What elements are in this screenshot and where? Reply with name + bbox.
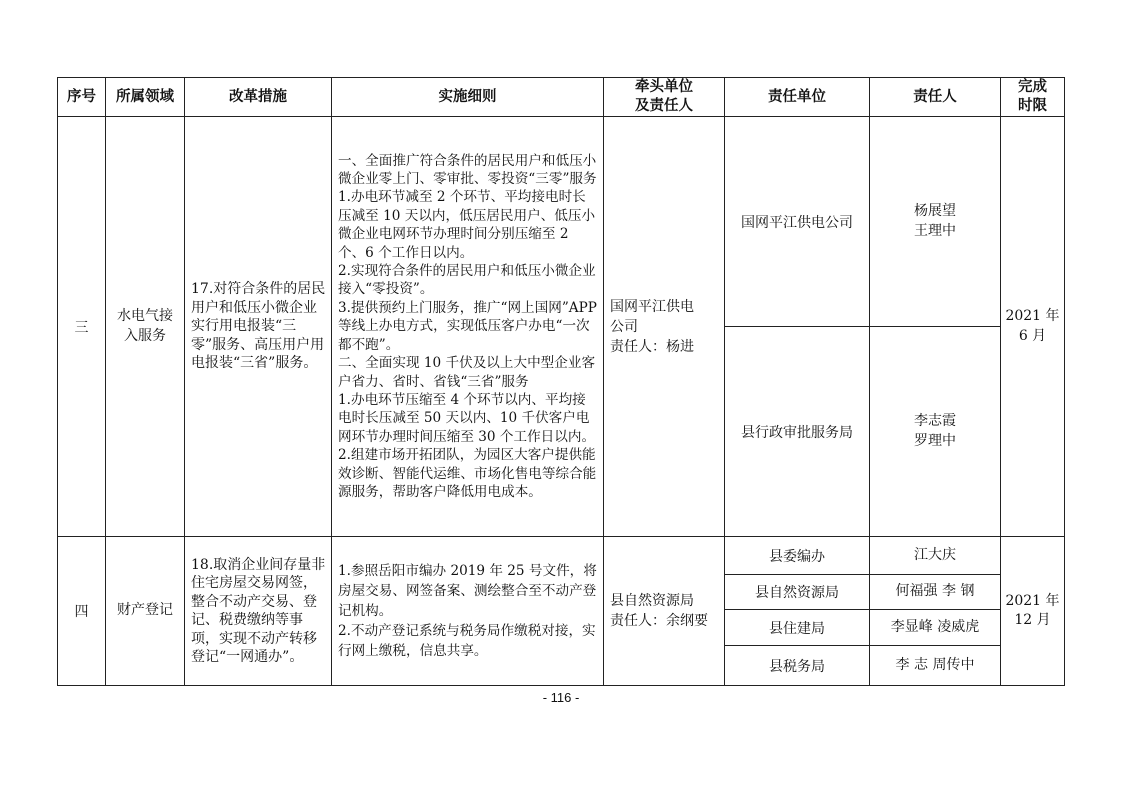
row-seq: 三 — [58, 117, 106, 537]
header-detail: 实施细则 — [332, 78, 604, 117]
row-lead: 国网平江供电 公司 责任人：杨进 — [604, 117, 725, 537]
table-row — [58, 117, 1065, 327]
row-unit: 县住建局 — [725, 610, 870, 646]
row-person: 李显峰 凌威虎 — [870, 610, 1001, 646]
table-row — [58, 537, 1065, 575]
row-person: 李志霞 罗理中 — [870, 327, 1001, 537]
row-seq: 四 — [58, 537, 106, 686]
header-person: 责任人 — [870, 78, 1001, 117]
row-person: 李 志 周传中 — [870, 646, 1001, 686]
row-person: 江大庆 — [870, 537, 1001, 575]
header-seq: 序号 — [58, 78, 106, 117]
row-field: 财产登记 — [106, 537, 185, 686]
row-deadline: 2021 年 6 月 — [1001, 117, 1065, 537]
row-person: 杨展望 王理中 — [870, 117, 1001, 327]
header-lead: 牵头单位 及责任人 — [604, 78, 725, 117]
row-unit: 县自然资源局 — [725, 575, 870, 610]
row-deadline: 2021 年 12 月 — [1001, 537, 1065, 686]
row-unit: 县行政审批服务局 — [725, 327, 870, 537]
row-unit: 县委编办 — [725, 537, 870, 575]
row-field: 水电气接 入服务 — [106, 117, 185, 537]
page-number: - 116 - — [542, 690, 580, 705]
row-measure: 17.对符合条件的居民用户和低压小微企业实行用电报装“三零”服务、高压用户用电报装“三省”服务。 — [185, 117, 332, 537]
reform-table — [57, 77, 1065, 686]
header-deadline: 完成 时限 — [1001, 78, 1065, 117]
row-detail: 1.参照岳阳市编办 2019 年 25 号文件，将房屋交易、网签备案、测绘整合至不动产登记机构。 2.不动产登记系统与税务局作缴税对接，实行网上缴税，信息共享。 — [332, 537, 604, 686]
header-field: 所属领域 — [106, 78, 185, 117]
row-measure: 18.取消企业间存量非住宅房屋交易网签，整合不动产交易、登记、税费缴纳等事项，实现不动产转移登记“一网通办”。 — [185, 537, 332, 686]
row-unit: 国网平江供电公司 — [725, 117, 870, 327]
row-unit: 县税务局 — [725, 646, 870, 686]
header-measure: 改革措施 — [185, 78, 332, 117]
row-detail: 一、全面推广符合条件的居民用户和低压小微企业零上门、零审批、零投资“三零”服务 1.办电环节减至 2 个环节、平均接电时长压减至 10 天以内，低压居民用户、低压小微企业电网环节办理时间分别压缩至 2 个、6 个工作日以内。 2.实现符合条件的居民用户和低压小微企业接入“零投资”。 3.提供预约上门服务，推广“网上国网”APP 等线上办电方式，实现低压客户办电“一次都不跑”。 二、全面实现 10 千伏及以上大中型企业客户省力、省时、省钱“三省”服务 1.办电环节压缩至 4 个环节以内、平均接电时长压减至 50 天以内、10 千伏客户电网环节办理时间压缩至 30 个工作日以内。 2.组建市场开拓团队，为园区大客户提供能效诊断、智能代运维、市场化售电等综合能源服务，帮助客户降低用电成本。 — [332, 117, 604, 537]
row-person: 何福强 李 钢 — [870, 575, 1001, 610]
header-unit: 责任单位 — [725, 78, 870, 117]
header-row — [58, 78, 1065, 117]
row-lead: 县自然资源局 责任人：余纲要 — [604, 537, 725, 686]
